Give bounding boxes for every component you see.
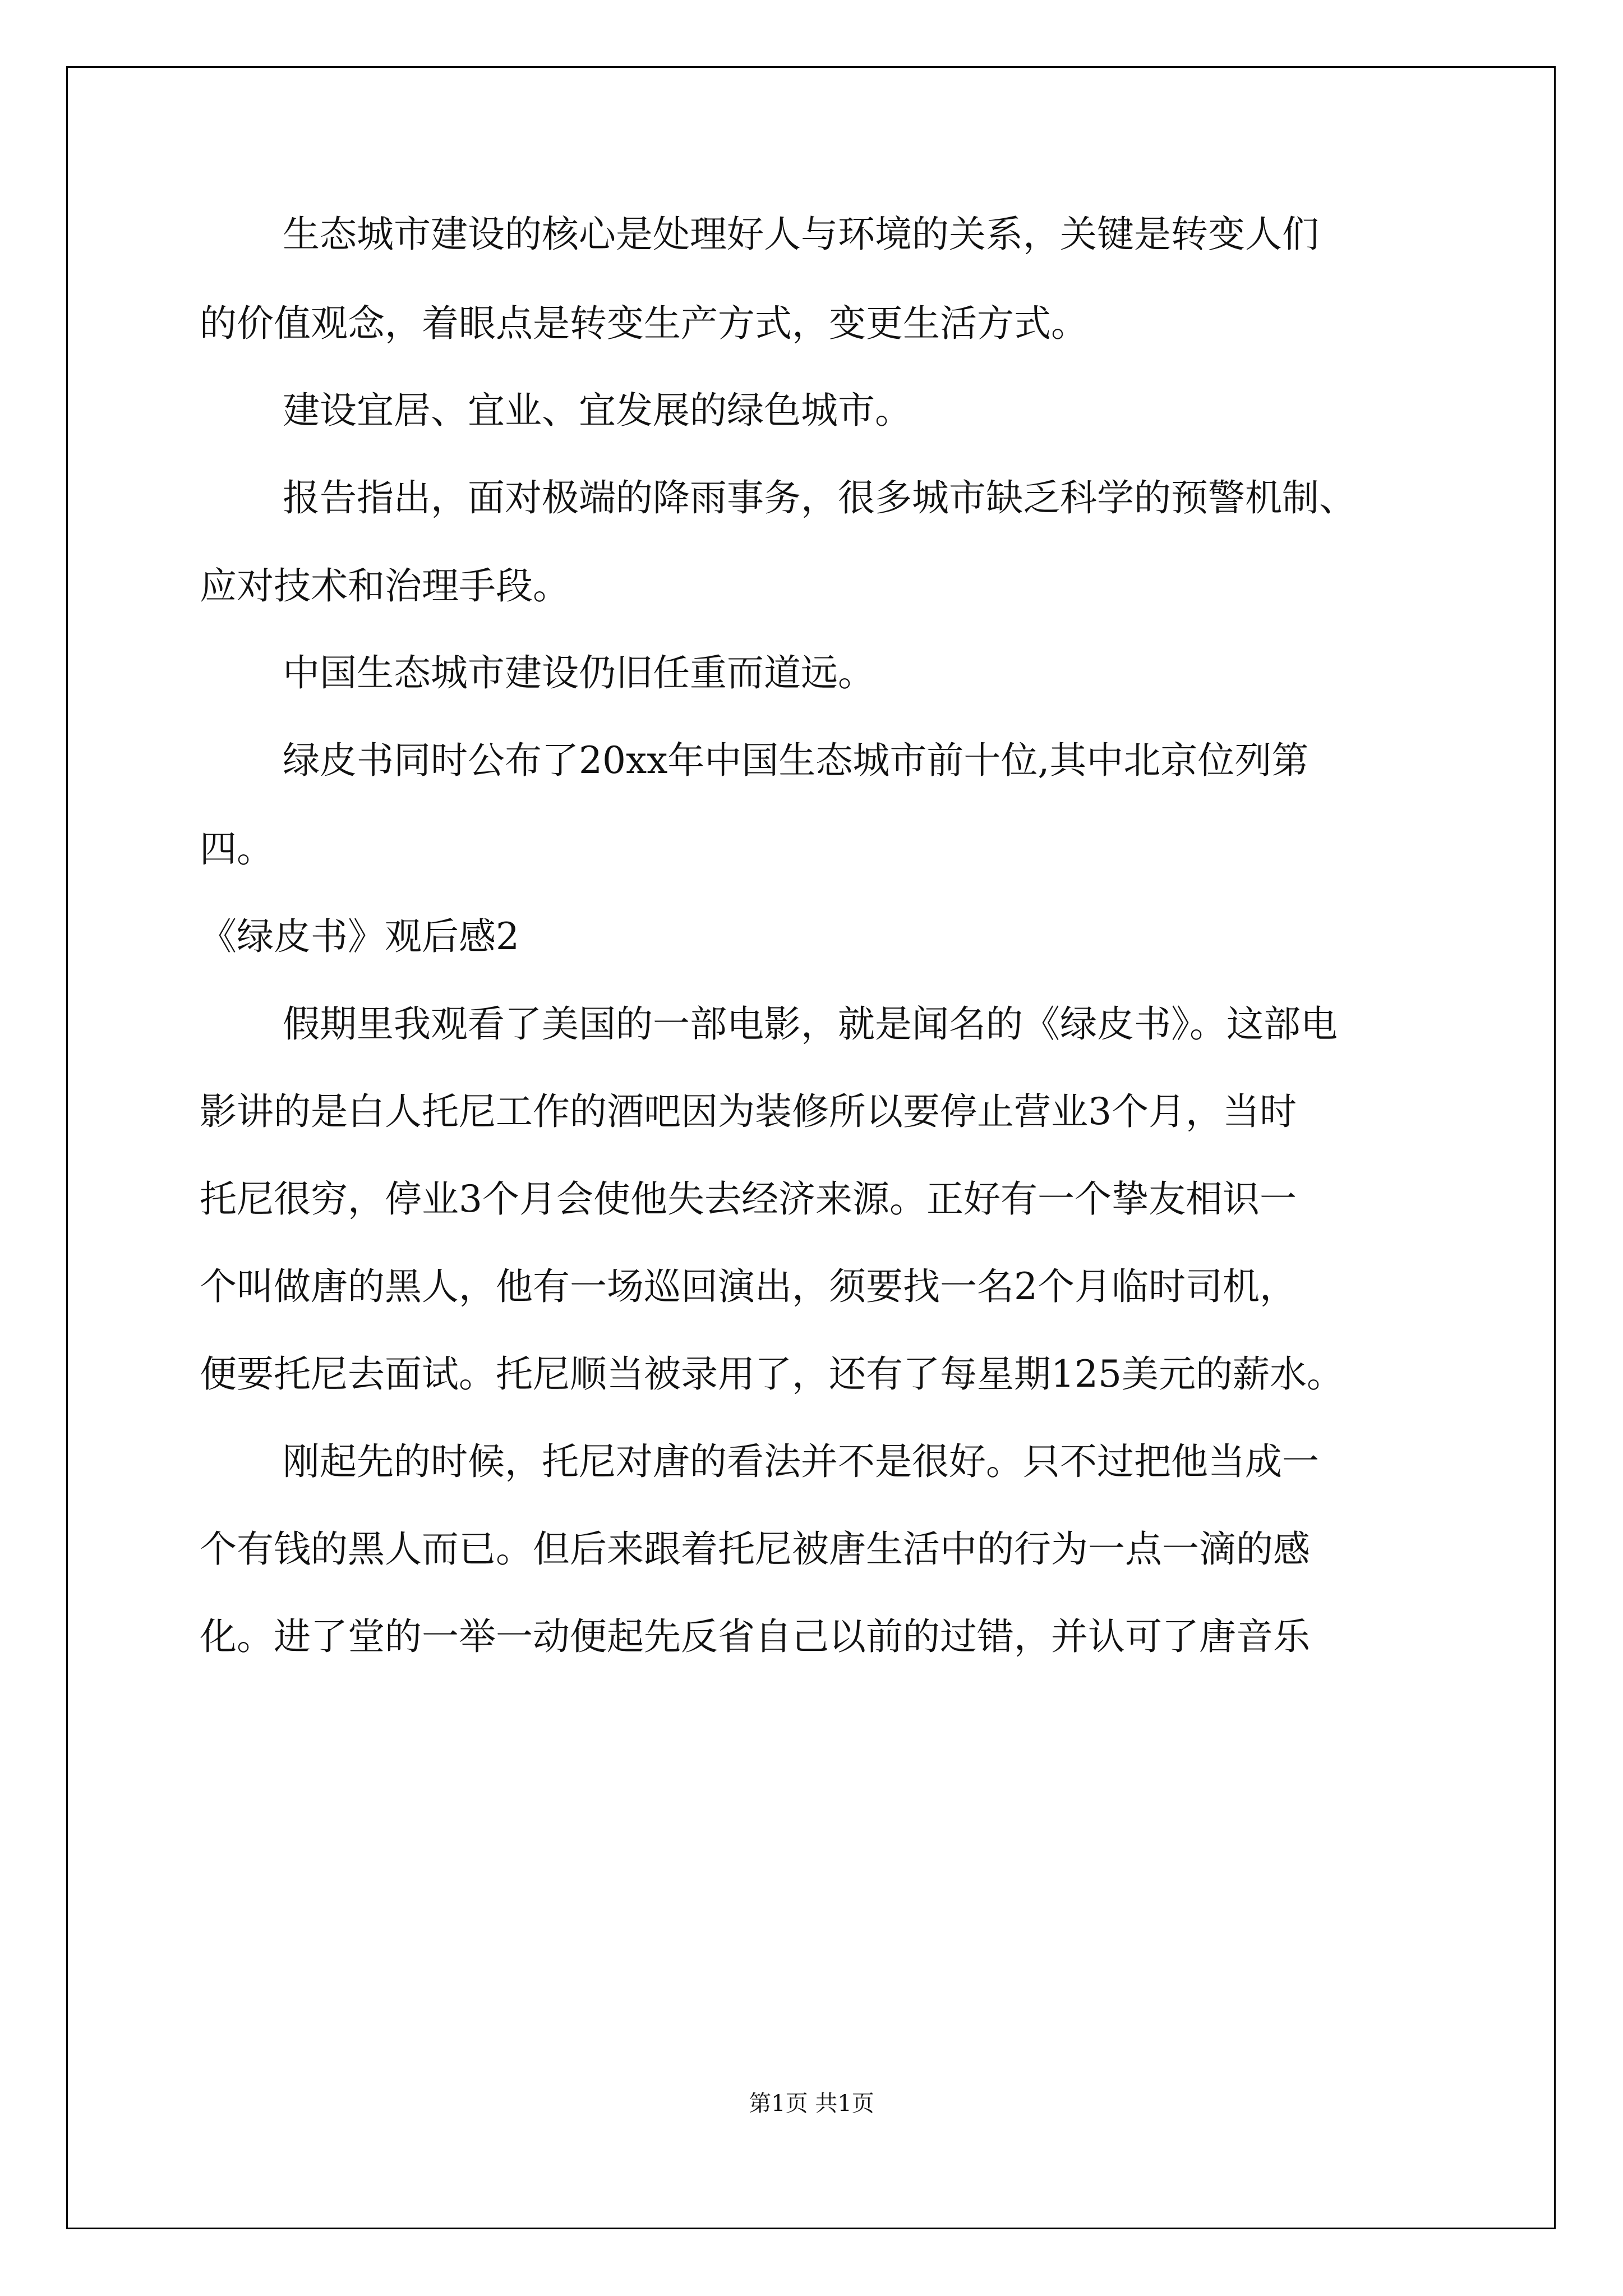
paragraph-line: 个有钱的黑人而已。但后来跟着托尼被唐生活中的行为一点一滴的感 (200, 1527, 1310, 1571)
paragraph-line: 影讲的是白人托尼工作的酒吧因为装修所以要停止营业3个月，当时 (200, 1090, 1297, 1133)
page-number: 第1页 共1页 (749, 2091, 874, 2116)
section-heading: 《绿皮书》观后感2 (200, 915, 519, 958)
paragraph-line: 托尼很穷，停业3个月会使他失去经济来源。正好有一个挚友相识一 (200, 1177, 1297, 1221)
paragraph-line: 生态城市建设的核心是处理好人与环境的关系，关键是转变人们 (283, 213, 1319, 256)
paragraph-line: 刚起先的时候，托尼对唐的看法并不是很好。只不过把他当成一 (283, 1440, 1319, 1483)
paragraph-line: 四。 (200, 827, 274, 871)
paragraph-line: 个叫做唐的黑人，他有一场巡回演出，须要找一名2个月临时司机， (200, 1265, 1297, 1308)
paragraph-line: 应对技术和治理手段。 (200, 564, 570, 608)
paragraph-line: 报告指出，面对极端的降雨事务，很多城市缺乏科学的预警机制、 (283, 476, 1356, 519)
paragraph-line: 的价值观念，着眼点是转变生产方式，变更生活方式。 (200, 302, 1088, 345)
paragraph-line: 绿皮书同时公布了20xx年中国生态城市前十位,其中北京位列第 (283, 739, 1309, 782)
paragraph-line: 化。进了堂的一举一动便起先反省自己以前的过错，并认可了唐音乐 (200, 1615, 1310, 1658)
paragraph-line: 假期里我观看了美国的一部电影，就是闻名的《绿皮书》。这部电 (283, 1002, 1338, 1046)
paragraph-line: 中国生态城市建设仍旧任重而道远。 (283, 651, 875, 694)
paragraph-line: 建设宜居、宜业、宜发展的绿色城市。 (283, 389, 912, 432)
paragraph-line: 便要托尼去面试。托尼顺当被录用了，还有了每星期125美元的薪水。 (200, 1352, 1344, 1396)
